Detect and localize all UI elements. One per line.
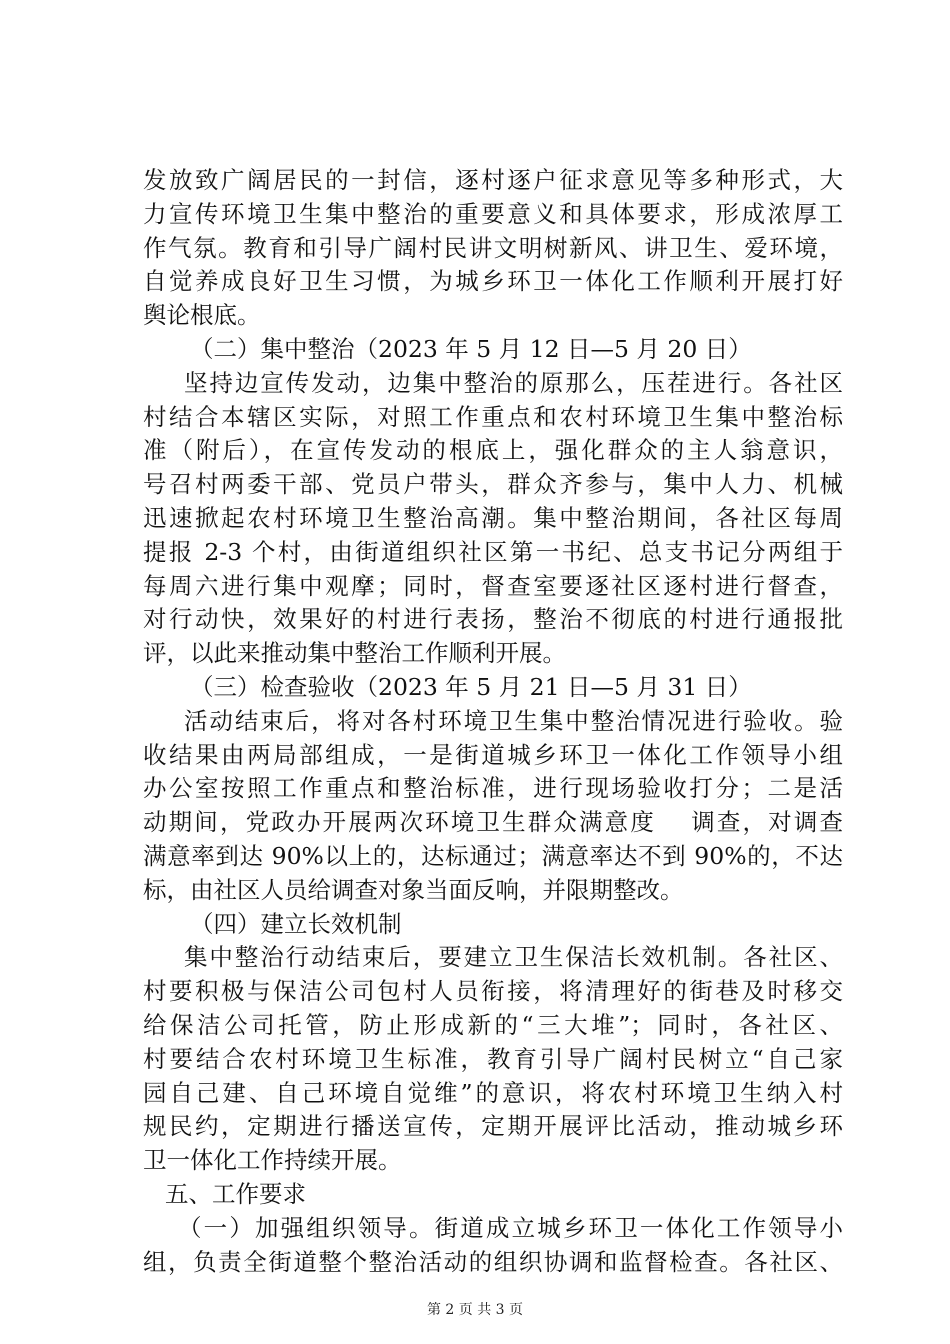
- text-line: 给保洁公司托管，防止形成新的“三大堆”；同时，各社区、: [143, 1010, 843, 1039]
- text-line: 评，以此来推动集中整治工作顺利开展。: [143, 639, 566, 668]
- text-line: 每周六进行集中观摩；同时，督查室要逐社区逐村进行督查，: [143, 571, 843, 600]
- text-line: 舆论根底。: [143, 301, 261, 330]
- paragraph-first-line: （一）加强组织领导。街道成立城乡环卫一体化工作领导小: [178, 1213, 843, 1242]
- text-line: 村结合本辖区实际，对照工作重点和农村环境卫生集中整治标: [143, 402, 843, 431]
- text-line: 办公室按照工作重点和整治标准，进行现场验收打分；二是活: [143, 774, 843, 803]
- text-line: 提报 2-3 个村，由街道组织社区第一书纪、总支书记分两组于: [143, 537, 843, 566]
- text-line: 满意率到达 90%以上的，达标通过；满意率达不到 90%的，不达: [143, 841, 843, 870]
- text-line: 自觉养成良好卫生习惯，为城乡环卫一体化工作顺利开展打好: [143, 267, 843, 296]
- text-line: 作气氛。教育和引导广阔村民讲文明树新风、讲卫生、爱环境，: [143, 233, 843, 262]
- document-body: [143, 164, 843, 1279]
- text-line: 收结果由两局部组成，一是街道城乡环卫一体化工作领导小组: [143, 740, 843, 769]
- page-footer: 第 2 页 共 3 页: [426, 1302, 524, 1318]
- text-line: 准（附后），在宣传发动的根底上，强化群众的主人翁意识，: [143, 436, 843, 465]
- text-line: 动期间，党政办开展两次环境卫生群众满意度 调查，对调查: [143, 808, 843, 837]
- text-line: 园自己建、自己环境自觉维”的意识，将农村环境卫生纳入村: [143, 1078, 843, 1107]
- text-line: 对行动快，效果好的村进行表扬，整治不彻底的村进行通报批: [143, 605, 843, 634]
- text-line: 发放致广阔居民的一封信，逐村逐户征求意见等多种形式，大: [143, 166, 843, 194]
- text-line: 迅速掀起农村环境卫生整治高潮。集中整治期间，各社区每周: [143, 503, 843, 532]
- section-heading: （二）集中整治（2023 年 5 月 12 日—5 月 20 日）: [190, 334, 752, 363]
- text-line: 号召村两委干部、党员户带头，群众齐参与，集中人力、机械: [143, 470, 843, 499]
- paragraph-first-line: 坚持边宣传发动，边集中整治的原那么，压茬进行。各社区: [184, 368, 843, 397]
- text-line: 力宣传环境卫生集中整治的重要意义和具体要求，形成浓厚工: [143, 199, 843, 228]
- paragraph-first-line: 集中整治行动结束后，要建立卫生保洁长效机制。各社区、: [184, 943, 843, 972]
- section-heading: （四）建立长效机制: [190, 909, 402, 938]
- section-heading: 五、工作要求: [165, 1179, 306, 1208]
- text-line: 规民约，定期进行播送宣传，定期开展评比活动，推动城乡环: [143, 1112, 843, 1141]
- text-line: 卫一体化工作持续开展。: [143, 1146, 402, 1175]
- paragraph-first-line: 活动结束后，将对各村环境卫生集中整治情况进行验收。验: [184, 706, 843, 735]
- text-line: 组，负责全街道整个整治活动的组织协调和监督检查。各社区、: [143, 1247, 843, 1276]
- text-line: 村要结合农村环境卫生标准，教育引导广阔村民树立“自己家: [143, 1044, 843, 1073]
- text-line: 标，由社区人员给调查对象当面反响，并限期整改。: [143, 875, 684, 904]
- section-heading: （三）检查验收（2023 年 5 月 21 日—5 月 31 日）: [190, 672, 752, 701]
- text-line: 村要积极与保洁公司包村人员衔接，将清理好的街巷及时移交: [143, 977, 843, 1006]
